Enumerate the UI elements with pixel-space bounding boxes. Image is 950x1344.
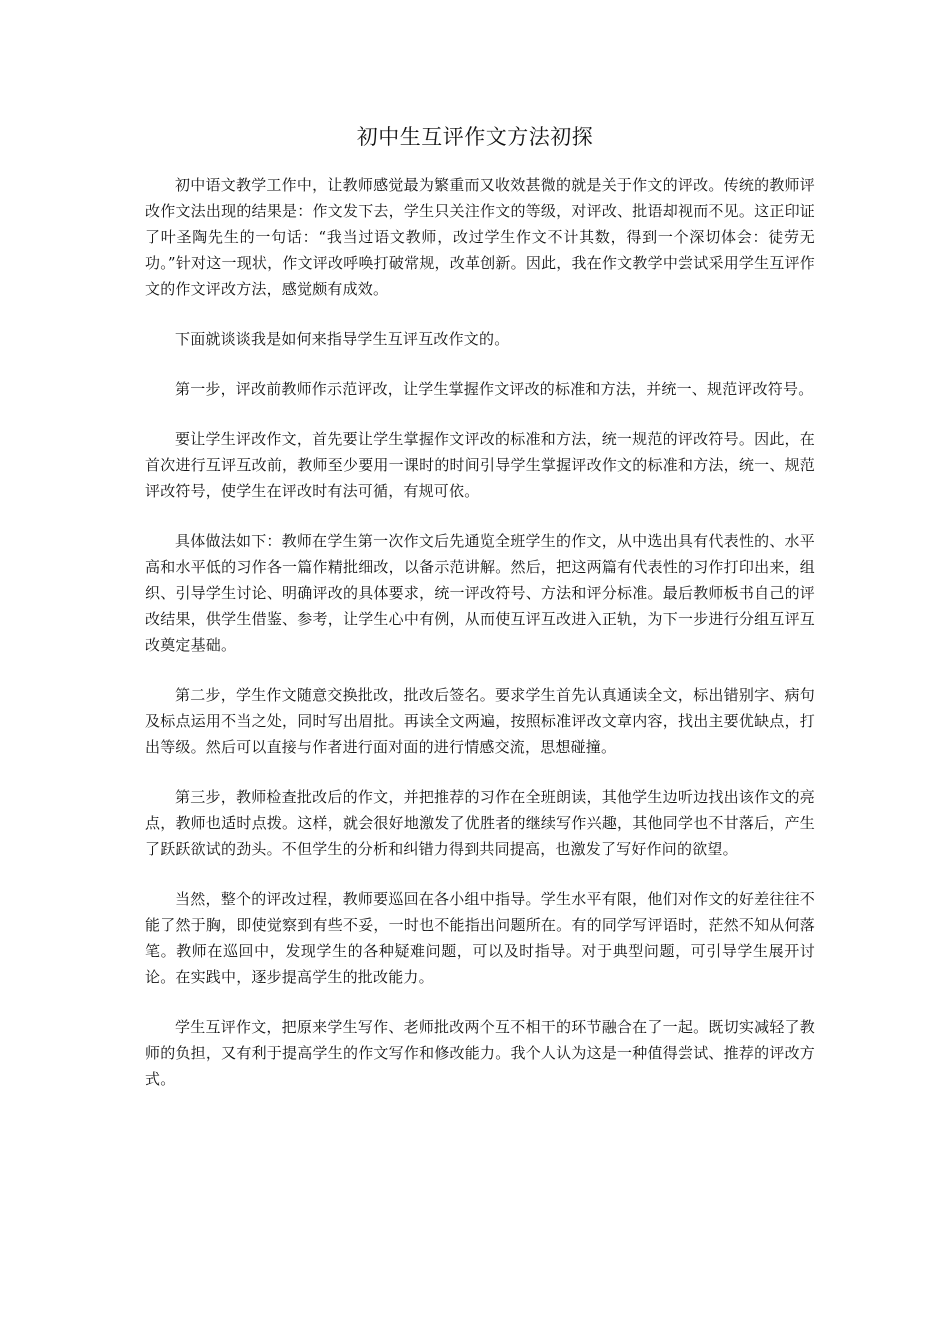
paragraph-step-one: 第一步，评改前教师作示范评改，让学生掌握作文评改的标准和方法，并统一、规范评改符号。 — [175, 380, 814, 398]
paragraph-step-two: 第二步，学生作文随意交换批改，批改后签名。要求学生首先认真通读全文，标出错别字、病句及标点运用不当之处，同时写出眉批。再读全文两遍，按照标准评改文章内容，找出主要优缺点，打出等级。然后可以直接与作者进行面对面的进行情感交流，思想碰撞。 — [145, 686, 815, 756]
paragraph-guidance: 当然，整个的评改过程，教师要巡回在各小组中指导。学生水平有限，他们对作文的好差往往不能了然于胸，即使觉察到有些不妥，一时也不能指出问题所在。有的同学写评语时，茫然不知从何落笔。教师在巡回中，发现学生的各种疑难问题，可以及时指导。对于典型问题，可引导学生展开讨论。在实践中，逐步提高学生的批改能力。 — [145, 890, 815, 986]
paragraph-method: 具体做法如下：教师在学生第一次作文后先通览全班学生的作文，从中选出具有代表性的、水平高和水平低的习作各一篇作精批细改，以备示范讲解。然后，把这两篇有代表性的习作打印出来，组织、引导学生讨论、明确评改的具体要求，统一评改符号、方法和评分标准。最后教师板书自己的评改结果，供学生借鉴、参考，让学生心中有例，从而使互评互改进入正轨，为下一步进行分组互评互改奠定基础。 — [145, 532, 815, 654]
paragraph-step-three: 第三步，教师检查批改后的作文，并把推荐的习作在全班朗读，其他学生边听边找出该作文的亮点，教师也适时点拨。这样，就会很好地激发了优胜者的继续写作兴趣，其他同学也不甘落后，产生了跃跃欲试的劲头。不但学生的分析和纠错力得到共同提高，也激发了写好作问的欲望。 — [145, 788, 815, 858]
paragraph-step-one-detail: 要让学生评改作文，首先要让学生掌握作文评改的标准和方法，统一规范的评改符号。因此，在首次进行互评互改前，教师至少要用一课时的时间引导学生掌握评改作文的标准和方法，统一、规范评改符号，使学生在评改时有法可循，有规可依。 — [145, 430, 815, 500]
document-body — [145, 172, 815, 1116]
paragraph-conclusion: 学生互评作文，把原来学生写作、老师批改两个互不相干的环节融合在了一起。既切实减轻了教师的负担，又有利于提高学生的作文写作和修改能力。我个人认为这是一种值得尝试、推荐的评改方式。 — [145, 1018, 815, 1088]
paragraph-transition: 下面就谈谈我是如何来指导学生互评互改作文的。 — [175, 330, 510, 348]
document-title: 初中生互评作文方法初探 — [356, 125, 594, 149]
paragraph-intro: 初中语文教学工作中，让教师感觉最为繁重而又收效甚微的就是关于作文的评改。传统的教师评改作文法出现的结果是：作文发下去，学生只关注作文的等级，对评改、批语却视而不见。这正印证了叶圣陶先生的一句话：“我当过语文教师，改过学生作文不计其数，得到一个深切体会：徒劳无功。”针对这一现状，作文评改呼唤打破常规，改革创新。因此，我在作文教学中尝试采用学生互评作文的作文评改方法，感觉颇有成效。 — [145, 176, 815, 298]
